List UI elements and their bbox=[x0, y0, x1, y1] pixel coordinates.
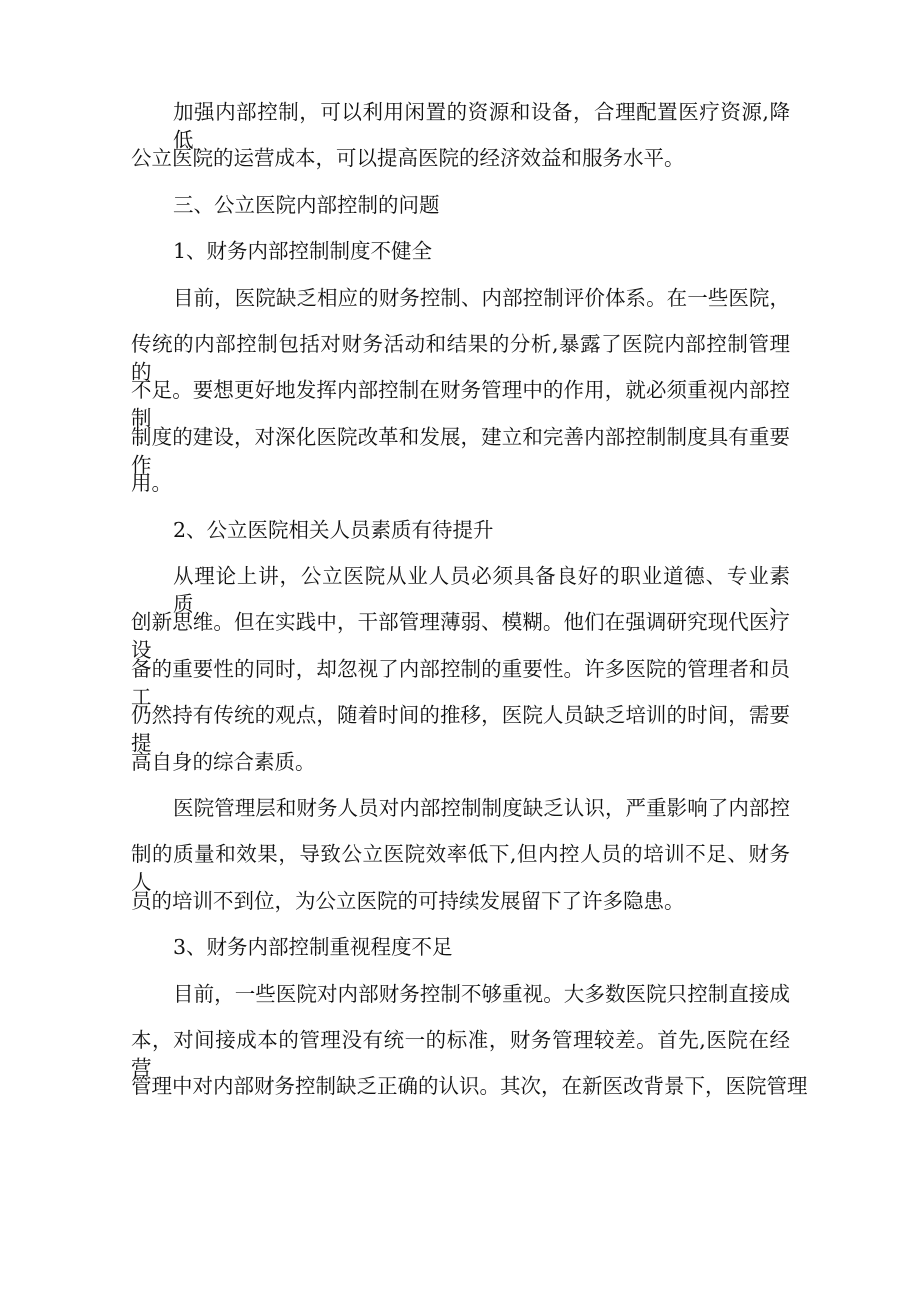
text-line: 2、公立医院相关人员素质有待提升 bbox=[173, 517, 494, 542]
text-line: 从理论上讲，公立医院从业人员必须具备良好的职业道德、专业素质、 bbox=[173, 564, 790, 616]
text-line: 员的培训不到位，为公立医院的可持续发展留下了许多隐患。 bbox=[131, 888, 685, 913]
text-line: 公立医院的运营成本，可以提高医院的经济效益和服务水平。 bbox=[131, 146, 685, 171]
text-line: 目前，医院缺乏相应的财务控制、内部控制评价体系。在一些医院， bbox=[173, 285, 790, 310]
text-line: 不足。要想更好地发挥内部控制在财务管理中的作用，就必须重视内部控制 bbox=[131, 378, 790, 431]
text-line: 医院管理层和财务人员对内部控制制度缺乏认识，严重影响了内部控 bbox=[173, 796, 790, 820]
text-line: 加强内部控制，可以利用闲置的资源和设备，合理配置医疗资源,降低 bbox=[173, 100, 790, 152]
text-line: 三、公立医院内部控制的问题 bbox=[173, 192, 440, 217]
text-line: 传统的内部控制包括对财务活动和结果的分析,暴露了医院内部控制管理的 bbox=[131, 332, 790, 384]
text-line: 仍然持有传统的观点，随着时间的推移，医院人员缺乏培训的时间，需要提 bbox=[131, 703, 790, 756]
text-line: 创新思维。但在实践中，干部管理薄弱、模糊。他们在强调研究现代医疗设 bbox=[131, 610, 790, 663]
text-line: 目前，一些医院对内部财务控制不够重视。大多数医院只控制直接成 bbox=[173, 981, 790, 1006]
text-line: 备的重要性的同时，却忽视了内部控制的重要性。许多医院的管理者和员工 bbox=[131, 656, 790, 709]
text-line: 制度的建设，对深化医院改革和发展，建立和完善内部控制制度具有重要作 bbox=[131, 424, 790, 477]
text-line: 用。 bbox=[131, 471, 172, 496]
text-line: 3、财务内部控制重视程度不足 bbox=[173, 935, 453, 960]
text-line: 本，对间接成本的管理没有统一的标准，财务管理较差。首先,医院在经营 bbox=[131, 1028, 790, 1080]
text-line: 高自身的综合素质。 bbox=[131, 749, 316, 774]
text-line: 管理中对内部财务控制缺乏正确的认识。其次，在新医改背景下，医院管理 bbox=[131, 1074, 808, 1099]
text-line: 制的质量和效果，导致公立医院效率低下,但内控人员的培训不足、财务人 bbox=[131, 842, 790, 895]
text-line: 1、财务内部控制制度不健全 bbox=[173, 239, 433, 264]
